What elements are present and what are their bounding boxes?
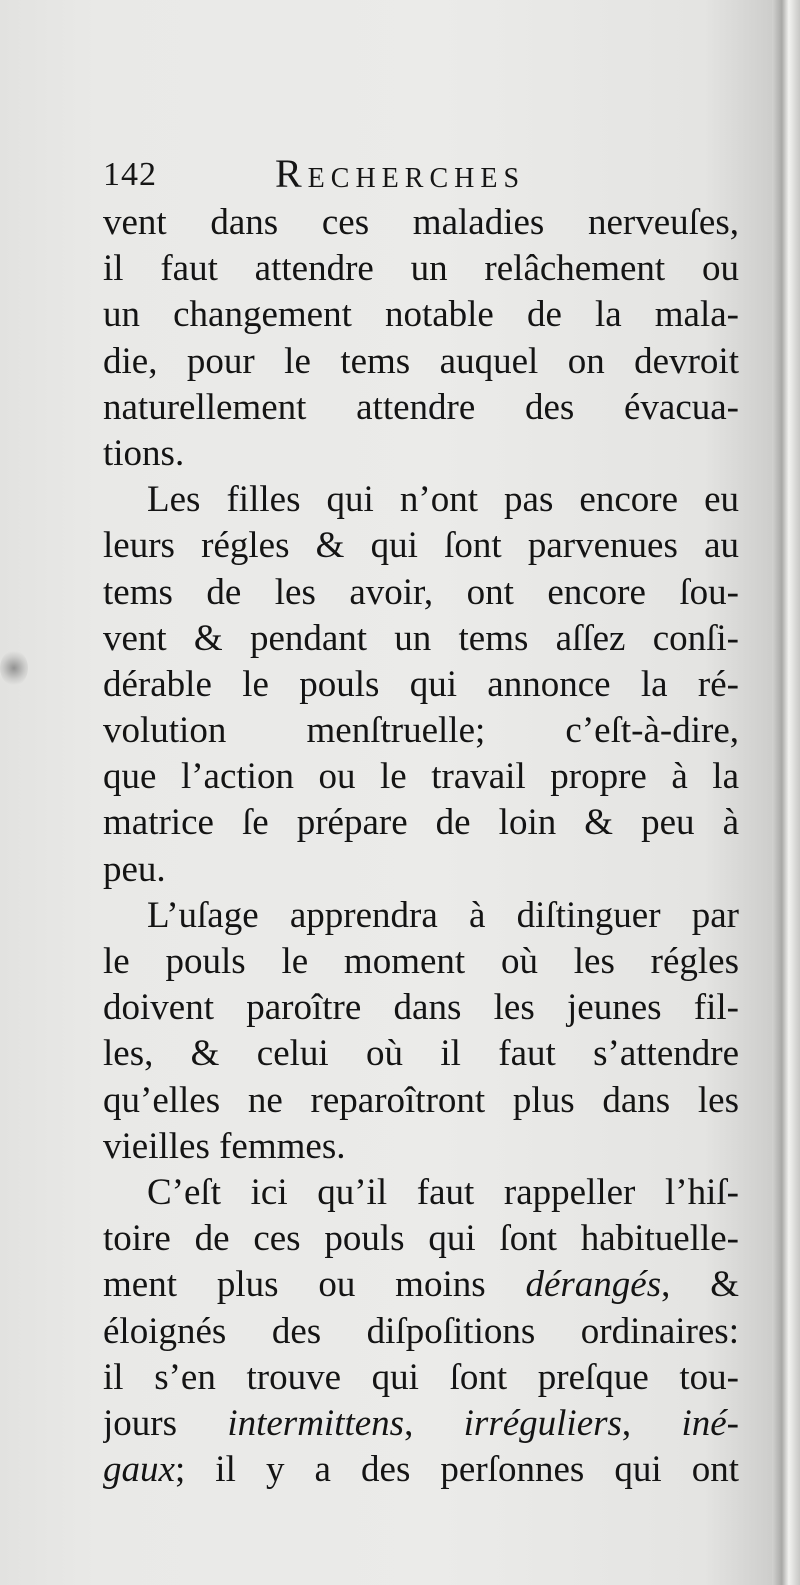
text-line: les, & celui où il faut s’attendre — [103, 1033, 739, 1075]
text-run: ; il y a des perſonnes qui ont — [174, 1449, 739, 1491]
text-line: éloignés des diſpoſitions ordinaires: — [103, 1310, 739, 1352]
text-line: vent & pendant un tems aſſez conſi- — [103, 617, 739, 659]
text-line: le pouls le moment où les régles — [103, 941, 739, 982]
text-run: , — [404, 1402, 414, 1444]
text-line: dérable le pouls qui annonce la ré- — [103, 663, 739, 705]
text-line: Les filles qui n’ont pas encore eu — [147, 479, 739, 521]
text-line — [103, 1262, 739, 1308]
text-line: doivent paroître dans les jeunes fil- — [103, 987, 739, 1029]
page-number: 142 — [103, 156, 157, 193]
text-run: , — [621, 1402, 632, 1444]
text-line: un changement notable de la mala- — [103, 294, 739, 336]
text-line: tions. — [103, 432, 185, 474]
text-line — [103, 1401, 739, 1447]
text-line: peu. — [103, 848, 166, 890]
text-run: jours — [103, 1402, 177, 1444]
italic-term: dérangés — [525, 1264, 662, 1306]
text-line: tems de les avoir, ont encore ſou- — [103, 571, 739, 613]
italic-term: iné- — [681, 1402, 739, 1444]
text-line: qu’elles ne reparoîtront plus dans les — [103, 1079, 739, 1121]
italic-term: gaux — [103, 1449, 175, 1491]
body-text — [103, 200, 739, 1493]
text-run: ment plus ou moins — [103, 1264, 486, 1306]
text-line: vent dans ces maladies nerveuſes, — [103, 202, 739, 243]
text-line: leurs régles & qui ſont parvenues au — [103, 525, 739, 567]
text-run: , & — [661, 1264, 739, 1306]
ink-smudge — [0, 650, 28, 686]
text-line: L’uſage apprendra à diſtinguer par — [147, 894, 739, 936]
text-line: que l’action ou le travail propre à la — [103, 756, 739, 798]
text-line: toire de ces pouls qui ſont habituelle- — [103, 1218, 739, 1260]
text-line: il faut attendre un relâchement ou — [103, 248, 739, 290]
italic-term: irréguliers — [463, 1402, 622, 1444]
page-edge-shadow — [772, 0, 800, 1585]
text-line — [103, 1447, 739, 1493]
italic-term: intermittens — [227, 1402, 405, 1444]
text-line: matrice ſe prépare de loin & peu à — [103, 802, 739, 844]
text-line: volution menſtruelle; c’eſt-à-dire, — [103, 710, 739, 752]
text-line: die, pour le tems auquel on devroit — [103, 340, 739, 382]
text-line: il s’en trouve qui ſont preſque tou- — [103, 1356, 739, 1398]
text-line: vieilles femmes. — [103, 1125, 346, 1167]
text-line: naturellement attendre des évacua- — [103, 386, 739, 428]
text-line: C’eſt ici qu’il faut rappeller l’hiſ- — [147, 1171, 739, 1213]
page-header — [103, 150, 743, 200]
running-title: Recherches — [275, 151, 526, 196]
